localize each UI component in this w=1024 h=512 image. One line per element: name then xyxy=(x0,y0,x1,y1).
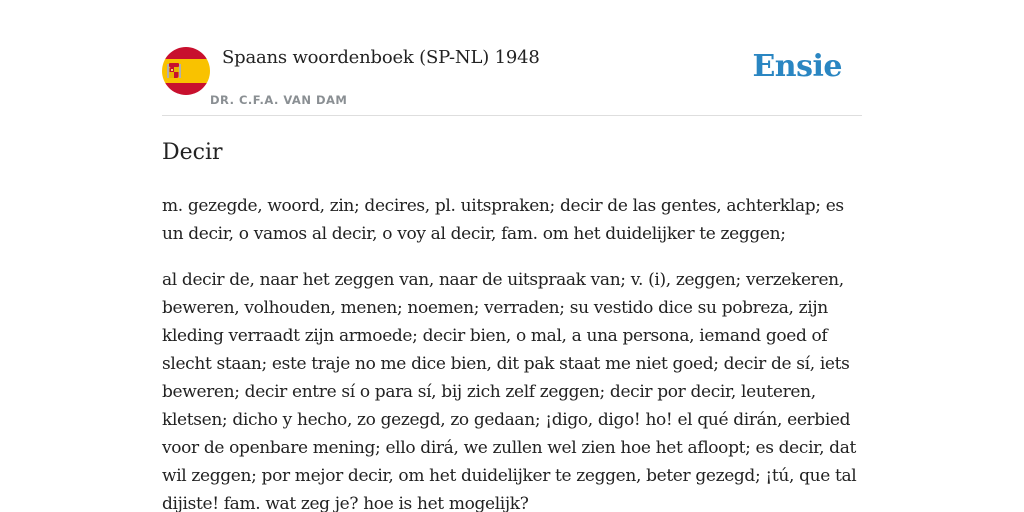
definition-paragraph: m. gezegde, woord, zin; decires, pl. uitspraken; decir de las gentes, achterklap; es un decir, o vamos al decir, o voy al decir, fam. om het duidelijker te zeggen; xyxy=(162,196,844,244)
dictionary-author[interactable]: DR. C.F.A. VAN DAM xyxy=(210,93,348,107)
dictionary-title[interactable]: Spaans woordenboek (SP-NL) 1948 xyxy=(222,47,540,68)
dictionary-header xyxy=(162,46,862,116)
ensie-logo[interactable]: Ensie xyxy=(752,49,842,84)
spain-flag-icon xyxy=(162,47,210,95)
entry-title: Decir xyxy=(162,140,223,165)
spain-flag-graphic xyxy=(162,47,210,95)
definition-paragraph: al decir de, naar het zeggen van, naar de uitspraak van; v. (i), zeggen; verzekeren, beweren, volhouden, menen; noemen; verraden; su vestido dice su pobreza, zijn kleding verraadt zijn armoede; decir bien, o mal, a una persona, iemand goed of slecht staan; este traje no me dice bien, dit pak staat me niet goed; decir de sí, iets beweren; decir entre sí o para sí, bij zich zelf zeggen; decir por decir, leuteren, kletsen; dicho y hecho, zo gezegd, zo gedaan; ¡digo, digo! ho! el qué dirán, eerbied voor de openbare mening; ello dirá, we zullen wel zien hoe het afloopt; es decir, dat wil zeggen; por mejor decir, om het duidelijker te zeggen, beter gezegd; ¡tú, que tal dijiste! fam. wat zeg je? hoe is het mogelijk? xyxy=(162,270,857,512)
entry-definition xyxy=(162,192,862,512)
